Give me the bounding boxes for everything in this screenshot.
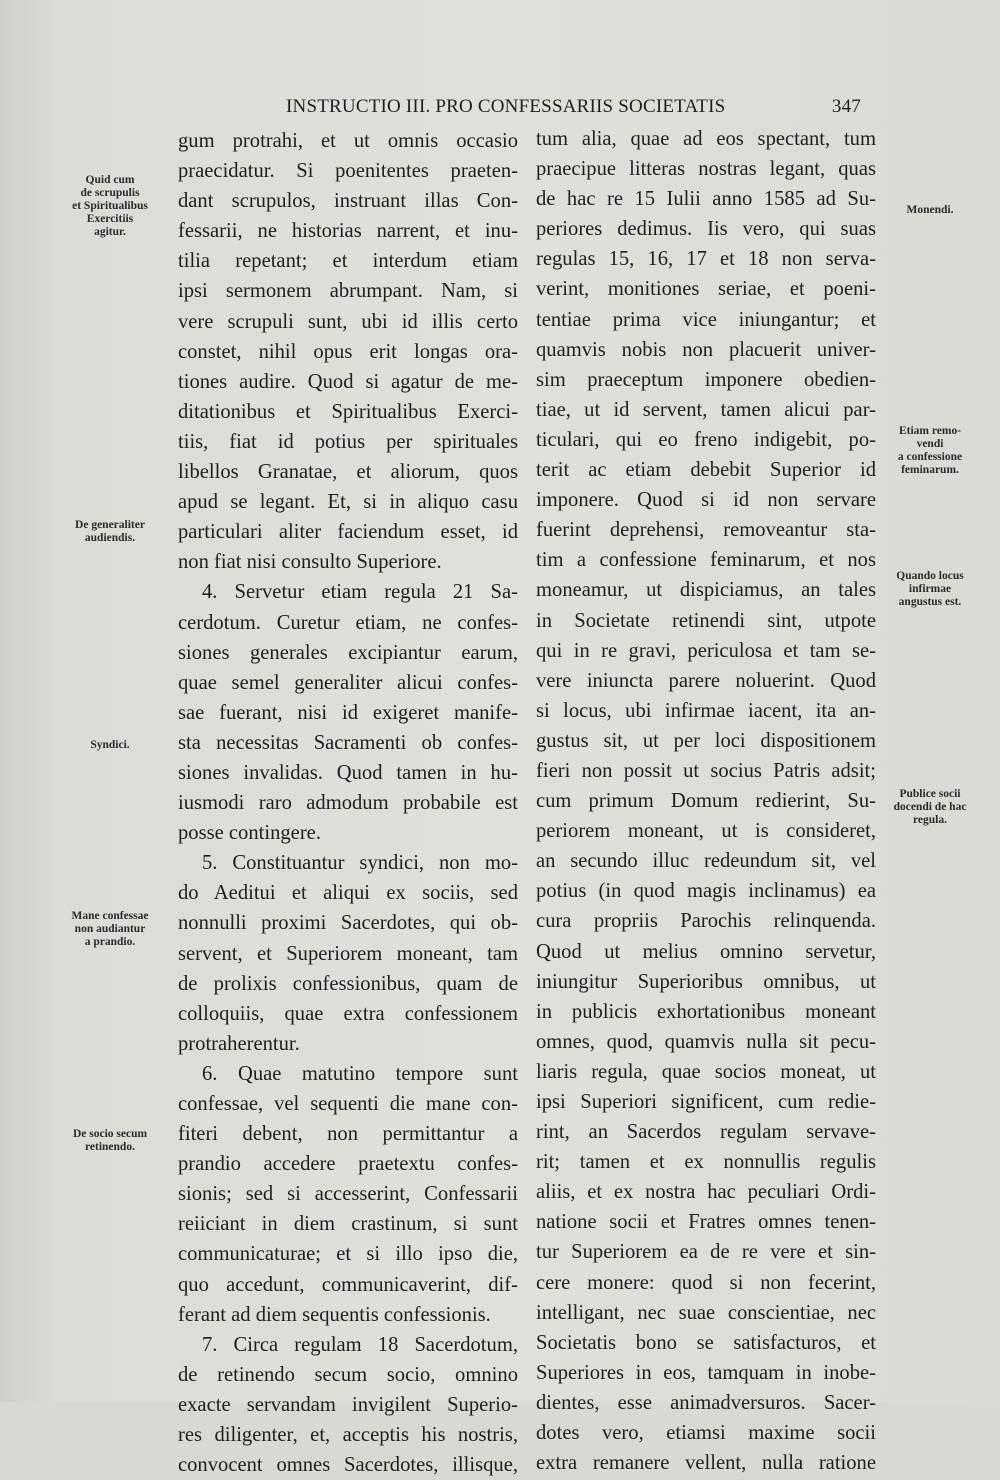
text-line: 6. Quae matutino tempore sunt	[202, 1062, 518, 1085]
text-line: 4. Servetur etiam regula 21 Sa-	[202, 581, 518, 604]
text-line: sta necessitas Sacramenti ob confes-	[178, 731, 518, 754]
text-line: vere iniuncta parere noluerint. Quod	[536, 669, 876, 692]
text-line: 7. Circa regulam 18 Sacerdotum,	[202, 1333, 518, 1356]
text-line: exacte servandam invigilent Superio-	[178, 1393, 518, 1416]
text-line: gum protrahi, et ut omnis occasio	[178, 130, 518, 152]
text-line: potius (in quod magis inclinamus) ea	[536, 880, 876, 903]
text-line: libellos Granatae, et aliorum, quos	[178, 461, 518, 484]
text-line: communicaturae; et si illo ipso die,	[178, 1243, 518, 1266]
text-line: ticulari, qui eo freno indigebit, po-	[536, 428, 876, 451]
text-line: cere monere: quod si non fecerint,	[536, 1271, 876, 1294]
text-line: ipsi sermonem abrumpant. Nam, si	[178, 280, 518, 303]
text-line: do Aeditui et aliqui ex sociis, sed	[178, 882, 518, 905]
text-line: intelligant, nec suae conscientiae, nec	[536, 1301, 876, 1324]
text-line: sae fuerant, nisi id exigeret manife-	[178, 701, 518, 724]
margin-note-mane	[50, 910, 170, 949]
text-line: tentiae prima vice iniungantur; et	[536, 308, 876, 331]
text-line: fuerint deprehensi, removeantur sta-	[536, 519, 876, 542]
text-line: Superiores in eos, tamquam in inobe-	[536, 1361, 876, 1384]
text-line: si locus, ubi infirmae iacent, ita an-	[536, 699, 876, 722]
text-line: aliis, et ex nostra hac peculiari Ordi-	[536, 1181, 876, 1204]
text-line: sionis; sed si accesserint, Confessarii	[178, 1183, 518, 1206]
text-line: rit; tamen et ex nonnullis regulis	[536, 1151, 876, 1174]
text-line: ditationibus et Spiritualibus Exerci-	[178, 400, 518, 423]
text-line: tum alia, quae ad eos spectant, tum	[536, 128, 876, 150]
text-line: imponere. Quod si id non servare	[536, 489, 876, 512]
text-line: vere scrupuli sunt, ubi id illis certo	[178, 310, 518, 333]
text-line: siones generales excipiantur earum,	[178, 641, 518, 664]
margin-note-line: docendi de hac	[893, 801, 967, 813]
margin-note-line: a prandio.	[84, 936, 136, 948]
margin-note-line: Syndici.	[90, 739, 130, 751]
text-line: tiae, ut id servent, tamen alicui par-	[536, 398, 876, 421]
text-line: tur Superiorem ea de re vere et sin-	[536, 1241, 876, 1264]
margin-note-line: Mane confessae	[71, 910, 149, 922]
text-line: ferant ad diem sequentis confessionis.	[178, 1303, 491, 1326]
text-line: particulari aliter faciendum esset, id	[178, 521, 518, 544]
text-line: extra remanere vellent, nulla ratione	[536, 1452, 876, 1475]
text-line: convocent omnes Sacerdotes, illisque,	[178, 1454, 518, 1477]
text-line: rint, an Sacerdos regulam servave-	[536, 1121, 876, 1144]
text-line: iniungitur Superioribus omnibus, ut	[536, 970, 876, 993]
text-line: reiiciant in diem crastinum, si sunt	[178, 1213, 518, 1236]
text-line: de hac re 15 Iulii anno 1585 ad Su-	[536, 188, 876, 211]
margin-note-generaliter	[50, 519, 170, 545]
text-line: qui in re gravi, periculosa et tam se-	[536, 639, 876, 662]
text-line: fessarii, ne historias narrent, et inu-	[178, 220, 518, 243]
text-line: Quod ut melius omnino servetur,	[536, 940, 876, 963]
text-line: moneamur, ut dispiciamus, an tales	[536, 579, 876, 602]
text-line: sim praeceptum imponere obedien-	[536, 368, 876, 391]
text-line: ipsi Superiori significent, cum redie-	[536, 1091, 876, 1113]
text-line: cura propriis Parochis relinquenda.	[536, 910, 876, 933]
text-line: dientes, esse animadversuros. Sacer-	[536, 1391, 876, 1414]
text-line: cerdotum. Curetur etiam, ne confes-	[178, 611, 518, 634]
text-line: periorem moneant, ut is consideret,	[536, 820, 876, 843]
text-line: apud se legant. Et, si in aliquo casu	[178, 491, 518, 514]
text-line: cum primum Domum redierint, Su-	[536, 790, 876, 813]
margin-note-line: a confessione	[897, 451, 963, 463]
text-line: quo accedunt, communicaverint, dif-	[178, 1273, 518, 1296]
margin-note-monendi	[880, 204, 980, 217]
margin-note-line: Exercitiis	[86, 213, 134, 225]
text-line: nonnulli proximi Sacerdotes, qui ob-	[178, 912, 518, 935]
text-line: tilia repetant; et interdum etiam	[178, 250, 518, 273]
margin-note-line: Monendi.	[906, 204, 954, 216]
margin-note-line: angustus est.	[898, 596, 962, 608]
text-line: natione socii et Fratres omnes tenen-	[536, 1211, 876, 1234]
text-line: quamvis nobis non placuerit univer-	[536, 338, 876, 361]
margin-note-line: Etiam remo-	[898, 425, 962, 437]
text-line: liaris regula, quae socios moneat, ut	[536, 1060, 876, 1083]
text-line: tiones audire. Quod si agatur de me-	[178, 370, 518, 393]
margin-note-removendi	[878, 425, 982, 477]
margin-note-line: et Spiritualibus	[72, 200, 148, 212]
text-line: praecipue litteras nostras legant, quas	[536, 158, 876, 181]
text-line: dant scrupulos, instruant illas Con-	[178, 190, 518, 213]
margin-note-syndici	[50, 739, 170, 752]
text-line: gustus sit, ut per loci dispositionem	[536, 729, 876, 752]
text-line: 5. Constituantur syndici, non mo-	[202, 852, 518, 875]
text-line: de retinendo secum socio, omnino	[178, 1363, 518, 1386]
text-line: tim a confessione feminarum, et nos	[536, 549, 876, 572]
text-line: res diligenter, et, acceptis his nostris,	[178, 1424, 518, 1447]
text-line: an secundo illuc redeundum sit, vel	[536, 850, 876, 873]
right-text-column	[536, 124, 876, 1478]
text-line: in publicis exhortationibus moneant	[536, 1000, 876, 1023]
left-text-column	[178, 126, 518, 1480]
margin-note-line: non audiantur	[74, 923, 146, 935]
text-line: regulas 15, 16, 17 et 18 non serva-	[536, 248, 876, 271]
text-line: de prolixis confessionibus, quam de	[178, 972, 518, 995]
margin-note-line: feminarum.	[901, 464, 959, 476]
text-line: siones invalidas. Quod tamen in hu-	[178, 761, 518, 784]
text-line: in Societate retinendi sint, utpote	[536, 609, 876, 632]
margin-note-line: agitur.	[94, 226, 126, 238]
text-line: Societatis bono se satisfacturos, et	[536, 1331, 876, 1354]
margin-note-line: vendi	[916, 438, 944, 450]
text-line: fiteri debent, non permittantur a	[178, 1123, 518, 1146]
margin-note-socio	[50, 1128, 170, 1154]
text-line: confessae, vel sequenti die mane con-	[178, 1093, 518, 1115]
text-line: periores dedimus. Iis vero, qui suas	[536, 218, 876, 241]
header-title: INSTRUCTIO III. PRO CONFESSARIIS SOCIETATIS	[286, 96, 726, 117]
text-line: terit ac etiam debebit Superior id	[536, 459, 876, 482]
margin-note-line: Publice socii	[899, 788, 961, 800]
text-line: protraherentur.	[178, 1032, 300, 1055]
text-line: fieri non possit ut socius Patris adsit;	[536, 759, 876, 782]
margin-note-line: audiendis.	[84, 532, 136, 544]
text-line: tiis, fiat id potius per spirituales	[178, 430, 518, 453]
text-line: colloquiis, quae extra confessionem	[178, 1002, 518, 1025]
margin-note-line: de scrupulis	[80, 187, 140, 199]
margin-note-publice	[876, 788, 984, 827]
margin-note-line: infirmae	[908, 583, 952, 595]
margin-note-line: De generaliter	[75, 519, 145, 531]
text-line: omnes, quod, quamvis nulla sit pecu-	[536, 1030, 876, 1053]
text-line: non fiat nisi consulto Superiore.	[178, 551, 442, 574]
margin-note-scrupulis	[50, 174, 170, 239]
text-line: servent, et Superiorem moneant, tam	[178, 942, 518, 965]
margin-note-line: De socio secum	[72, 1128, 148, 1140]
text-line: posse contingere.	[178, 822, 321, 845]
text-line: prandio accedere praetextu confes-	[178, 1153, 518, 1176]
text-line: quae semel generaliter alicui confes-	[178, 671, 518, 694]
margin-note-line: retinendo.	[85, 1141, 135, 1153]
page-number: 347	[831, 96, 861, 117]
text-line: constet, nihil opus erit longas ora-	[178, 340, 518, 363]
text-line: iusmodi raro admodum probabile est	[178, 792, 518, 815]
margin-note-line: Quid cum	[85, 174, 135, 186]
text-line: dotes vero, etiamsi maxime socii	[536, 1422, 876, 1445]
margin-note-locus	[876, 570, 984, 609]
text-line: verint, monitiones seriae, et poeni-	[536, 278, 876, 301]
text-line: praecidatur. Si poenitentes praeten-	[178, 160, 518, 183]
margin-note-line: regula.	[913, 814, 947, 826]
running-header	[286, 96, 861, 126]
margin-note-line: Quando locus	[896, 570, 964, 582]
